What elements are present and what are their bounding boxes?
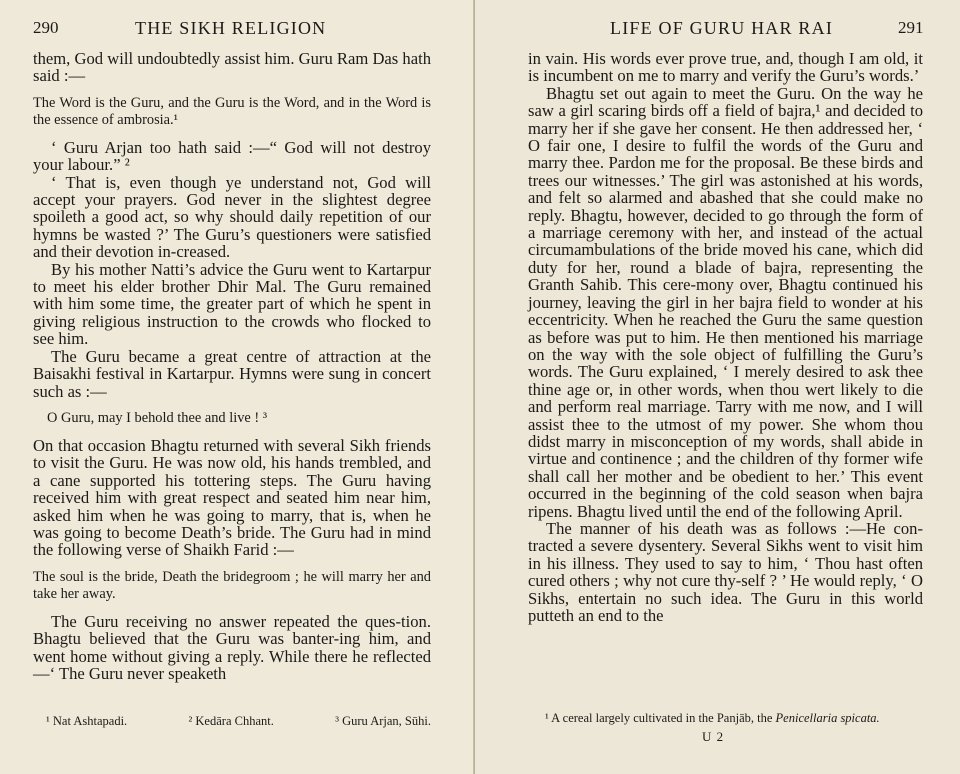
footnote: ² Kedāra Chhant.: [188, 714, 274, 728]
running-head: THE SIKH RELIGION: [135, 18, 327, 38]
paragraph: ‘ That is, even though ye understand not, God will accept your prayers. God never in the slightest degree spoileth a good act, so why should daily repetition of our hymns be wasted ?’ The Guru’s questioners were satisfied and their devotion in-creased.: [33, 172, 431, 262]
footnote-text: ¹ A cereal largely cultivated in the Panjāb, the: [545, 711, 776, 725]
paragraph: The Guru receiving no answer repeated the ques-tion. Bhagtu believed that the Guru was banter-ing him, and went home without giving a reply. While there he reflected—‘ The Guru never speaketh: [33, 611, 431, 683]
left-page: [0, 0, 475, 774]
page-number: 290: [33, 18, 59, 37]
footnote-italic-text: Penicellaria spicata.: [775, 711, 880, 725]
paragraph: in vain. His words ever prove true, and, though I am old, it is incumbent on me to marry and verify the Guru’s words.’: [528, 49, 923, 86]
footnotes: [46, 713, 431, 729]
running-head: LIFE OF GURU HAR RAI: [610, 18, 834, 38]
footnote: ¹ Nat Ashtapadi.: [46, 714, 128, 728]
right-page: [475, 0, 960, 774]
page-body-text: [33, 50, 431, 682]
paragraph: By his mother Natti’s advice the Guru went to Kartarpur to meet his elder brother Dhir Mal. The Guru remained with him some time, the greater part of which he spent in giving religious instruction to the crowds who flocked to see him.: [33, 259, 431, 349]
paragraph: The manner of his death was as follows :—He con-tracted a severe dysentery. Several Sikhs went to visit him in his illness. They used to say to him, ‘ Thou hast often cured others ; why not cure thy-self ? ’ He would reply, ‘ O Sikhs, entertain no such idea. The Guru in this world putteth an end to the: [528, 518, 923, 625]
signature-mark: U 2: [702, 729, 725, 744]
block-quote: The Word is the Guru, and the Guru is the Word, and in the Word is the essence of ambrosia.¹: [33, 94, 431, 128]
paragraph: Bhagtu set out again to meet the Guru. On the way he saw a girl scaring birds off a field of bajra,¹ and decided to marry her if she gave her consent. He then addressed her, ‘ O fair one, I desire to fulfil the words of the Guru and marry thee. Pardon me for the proposal. Be these birds and trees our witnesses.’ The girl was astonished at his words, and felt so alarmed and abashed that she could make no reply. Bhagtu, however, decided to go through the form of a marriage ceremony with her, and instead of the actual circumambulations of the bride moved his cane, which did duty for her, round a blade of bajra, representing the Granth Sahib. This cere-mony over, Bhagtu continued his journey, leaving the girl in her bajra field to wonder at his eccentricity. When he reached the Guru the same question as before was put to him. He then mentioned his marriage on the way with the sole object of fulfilling the Guru’s words. The Guru explained, ‘ I merely desired to ask thee thine age or, in other words, when thou wert likely to die and perform real marriage. Tarry with me now, and I will assist thee to the utmost of my power. She whom thou didst marry in misconception of my words, shall abide in virtue and continence ; and the children of thy former wife shall call her mother and be obedient to her.’ This event occurred in the beginning of the cold season when bajra ripens. Bhagtu lived until the end of the following April.: [528, 83, 923, 521]
block-quote: O Guru, may I behold thee and live ! ³: [47, 409, 268, 426]
page-number: 291: [898, 18, 924, 37]
paragraph: them, God will undoubtedly assist him. Guru Ram Das hath said :—: [33, 49, 431, 86]
paragraph: On that occasion Bhagtu returned with several Sikh friends to visit the Guru. He was now old, his hands trembled, and a cane supported his tottering steps. The Guru having received him with great respect and seated him near him, asked him when he was going to marry, that is, when he was going to become Death’s bride. The Guru had in mind the following verse of Shaikh Farid :—: [33, 435, 431, 560]
block-quote: The soul is the bride, Death the bridegroom ; he will marry her and take her away.: [33, 568, 431, 602]
paragraph: The Guru became a great centre of attraction at the Baisakhi festival in Kartarpur. Hymns were sung in concert such as :—: [33, 346, 431, 401]
footnote: ³ Guru Arjan, Sūhi.: [335, 714, 431, 728]
paragraph: ‘ Guru Arjan too hath said :—“ God will not destroy your labour.” ²: [33, 137, 431, 175]
